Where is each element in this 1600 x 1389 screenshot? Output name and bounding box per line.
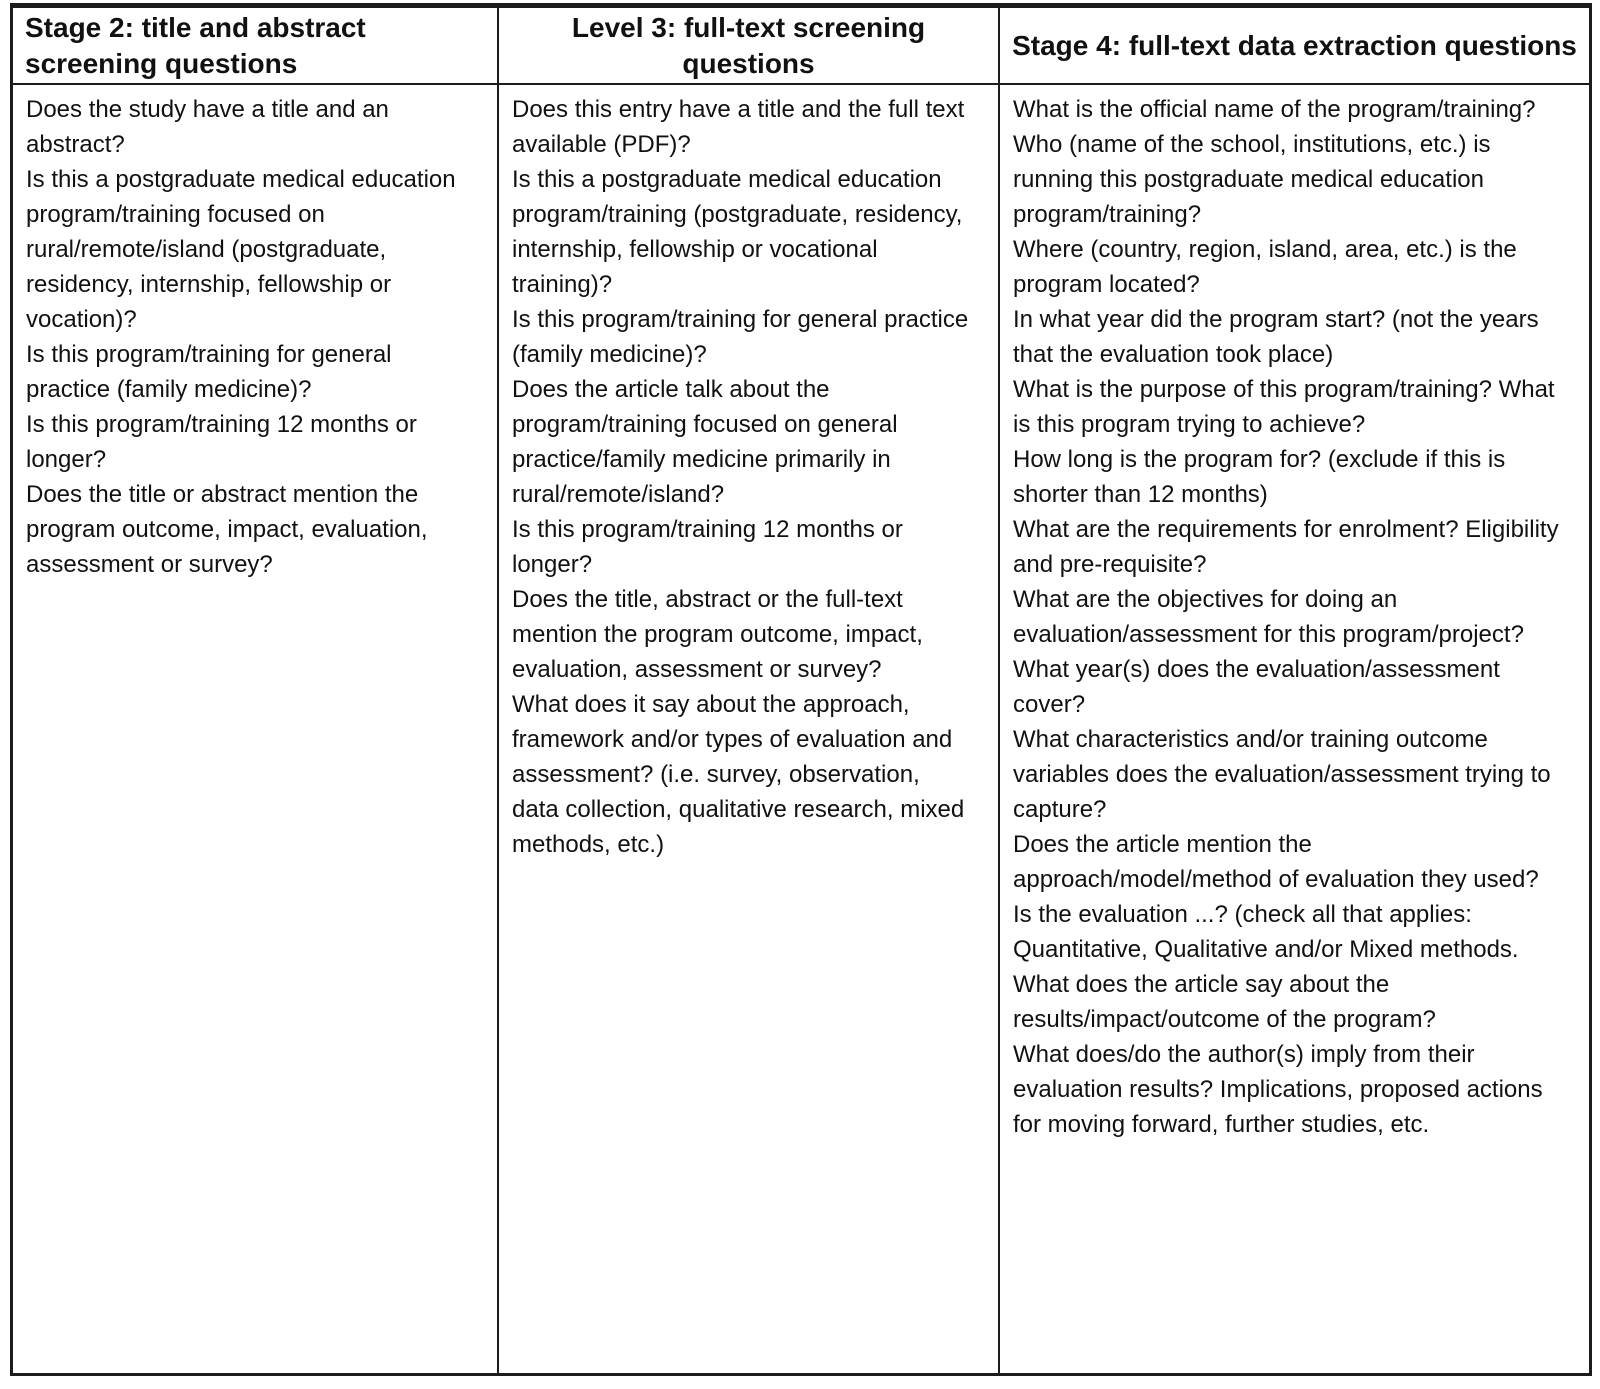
question-text: Does this entry have a title and the full text available (PDF)? (512, 96, 965, 158)
column-level-3-full-text-screening (499, 8, 1000, 1373)
question-text: Does the article talk about the program/training focused on general practice/family medicine primarily in rural/remote/island? (512, 376, 898, 508)
question-text: Who (name of the school, institutions, etc.) is running this postgraduate medical education program/training? (1013, 131, 1491, 228)
column-stage-4-data-extraction (1000, 8, 1589, 1373)
question-text: What are the requirements for enrolment? Eligibility and pre-requisite? (1013, 516, 1559, 578)
question-text: Does the title or abstract mention the program outcome, impact, evaluation, assessment or survey? (26, 481, 428, 578)
question-text: What is the purpose of this program/training? What is this program trying to achieve? (1013, 376, 1555, 438)
column-header: Stage 2: title and abstract screening questions (13, 8, 497, 85)
column-header: Stage 4: full-text data extraction questions (1000, 8, 1589, 85)
column-header: Level 3: full-text screening questions (499, 8, 998, 85)
question-text: What does it say about the approach, framework and/or types of evaluation and assessment? (i.e. survey, observation, data collection, qualitative research, mixed methods, etc.) (512, 691, 965, 858)
question-text: Is this program/training 12 months or longer? (512, 516, 903, 578)
question-text: Is this a postgraduate medical education program/training focused on rural/remote/island (postgraduate, residency, internship, fellowship or vocation)? (26, 166, 456, 333)
question-text: In what year did the program start? (not the years that the evaluation took place) (1013, 306, 1539, 368)
column-question-list (499, 85, 998, 1373)
question-text: What is the official name of the program/training? (1013, 96, 1536, 123)
question-text: What does/do the author(s) imply from their evaluation results? Implications, proposed actions for moving forward, further studies, etc. (1013, 1041, 1543, 1138)
question-text: Is this program/training for general practice (family medicine)? (512, 306, 969, 368)
question-text: Is this program/training for general practice (family medicine)? (26, 341, 392, 403)
question-text: How long is the program for? (exclude if this is shorter than 12 months) (1013, 446, 1506, 508)
question-text: What year(s) does the evaluation/assessment cover? (1013, 656, 1500, 718)
column-question-list (13, 85, 497, 1373)
column-question-list (1000, 85, 1589, 1373)
question-text: Is this program/training 12 months or longer? (26, 411, 417, 473)
question-text: Does the study have a title and an abstract? (26, 96, 389, 158)
question-text: Where (country, region, island, area, etc.) is the program located? (1013, 236, 1517, 298)
question-text: Does the title, abstract or the full-text mention the program outcome, impact, evaluation, assessment or survey? (512, 586, 923, 683)
question-text: Does the article mention the approach/model/method of evaluation they used? (1013, 831, 1539, 893)
question-text: What does the article say about the results/impact/outcome of the program? (1013, 971, 1436, 1033)
question-text: What characteristics and/or training outcome variables does the evaluation/assessment trying to capture? (1013, 726, 1551, 823)
column-stage-2-title-abstract-screening (13, 8, 499, 1373)
question-text: Is this a postgraduate medical education program/training (postgraduate, residency, internship, fellowship or vocational training)? (512, 166, 963, 298)
screening-questions-table (10, 3, 1592, 1376)
question-text: What are the objectives for doing an evaluation/assessment for this program/project? (1013, 586, 1524, 648)
question-text: Is the evaluation ...? (check all that applies: Quantitative, Qualitative and/or Mixed methods. (1013, 901, 1519, 963)
